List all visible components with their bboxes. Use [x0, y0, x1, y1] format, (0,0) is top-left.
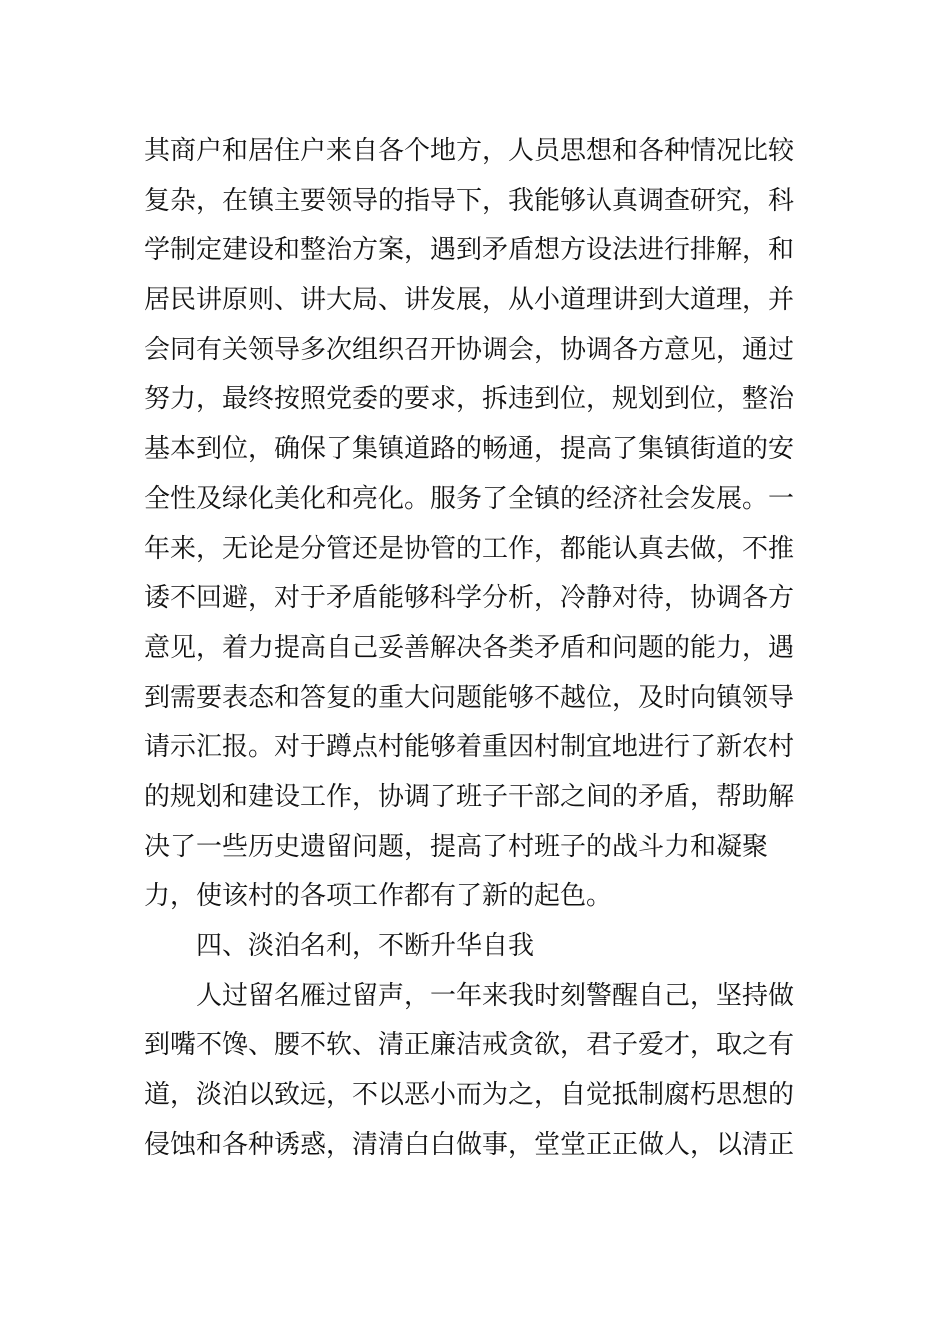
text-line: 侵蚀和各种诱惑，清清白白做事，堂堂正正做人，以清正	[144, 1129, 795, 1160]
text-line: 学制定建设和整治方案，遇到矛盾想方设法进行排解，和	[144, 235, 795, 266]
text-line: 诿不回避，对于矛盾能够科学分析，冷静对待，协调各方	[144, 583, 795, 614]
text-line: 的规划和建设工作，协调了班子干部之间的矛盾，帮助解	[144, 781, 795, 812]
text-line: 意见，着力提高自己妥善解决各类矛盾和问题的能力，遇	[144, 632, 795, 663]
text-line: 会同有关领导多次组织召开协调会，协调各方意见，通过	[144, 334, 795, 365]
text-line: 力，使该村的各项工作都有了新的起色。	[144, 881, 613, 912]
text-line: 其商户和居住户来自各个地方，人员思想和各种情况比较	[144, 136, 795, 166]
text-line: 复杂，在镇主要领导的指导下，我能够认真调查研究，科	[144, 185, 795, 216]
text-line: 到嘴不馋、腰不软、清正廉洁戒贪欲，君子爱才，取之有	[144, 1030, 795, 1061]
text-line: 决了一些历史遗留问题，提高了村班子的战斗力和凝聚	[144, 831, 769, 862]
section-heading: 四、淡泊名利，不断升华自我	[196, 931, 535, 961]
text-line: 请示汇报。对于蹲点村能够着重因村制宜地进行了新农村	[144, 732, 795, 763]
text-line: 道，淡泊以致远，不以恶小而为之，自觉抵制腐朽思想的	[144, 1080, 795, 1111]
text-line: 努力，最终按照党委的要求，拆违到位，规划到位，整治	[144, 384, 795, 415]
text-line: 到需要表态和答复的重大问题能够不越位，及时向镇领导	[144, 682, 795, 713]
text-line: 年来，无论是分管还是协管的工作，都能认真去做，不推	[144, 533, 795, 564]
text-line: 人过留名雁过留声，一年来我时刻警醒自己，坚持做	[196, 980, 795, 1011]
paragraph-continued	[144, 127, 794, 922]
paragraph-integrity	[144, 972, 794, 1171]
text-line: 居民讲原则、讲大局、讲发展，从小道理讲到大道理，并	[144, 285, 795, 316]
text-line: 基本到位，确保了集镇道路的畅通，提高了集镇街道的安	[144, 434, 795, 465]
document-body	[144, 127, 794, 1170]
text-line: 全性及绿化美化和亮化。服务了全镇的经济社会发展。一	[144, 483, 795, 514]
